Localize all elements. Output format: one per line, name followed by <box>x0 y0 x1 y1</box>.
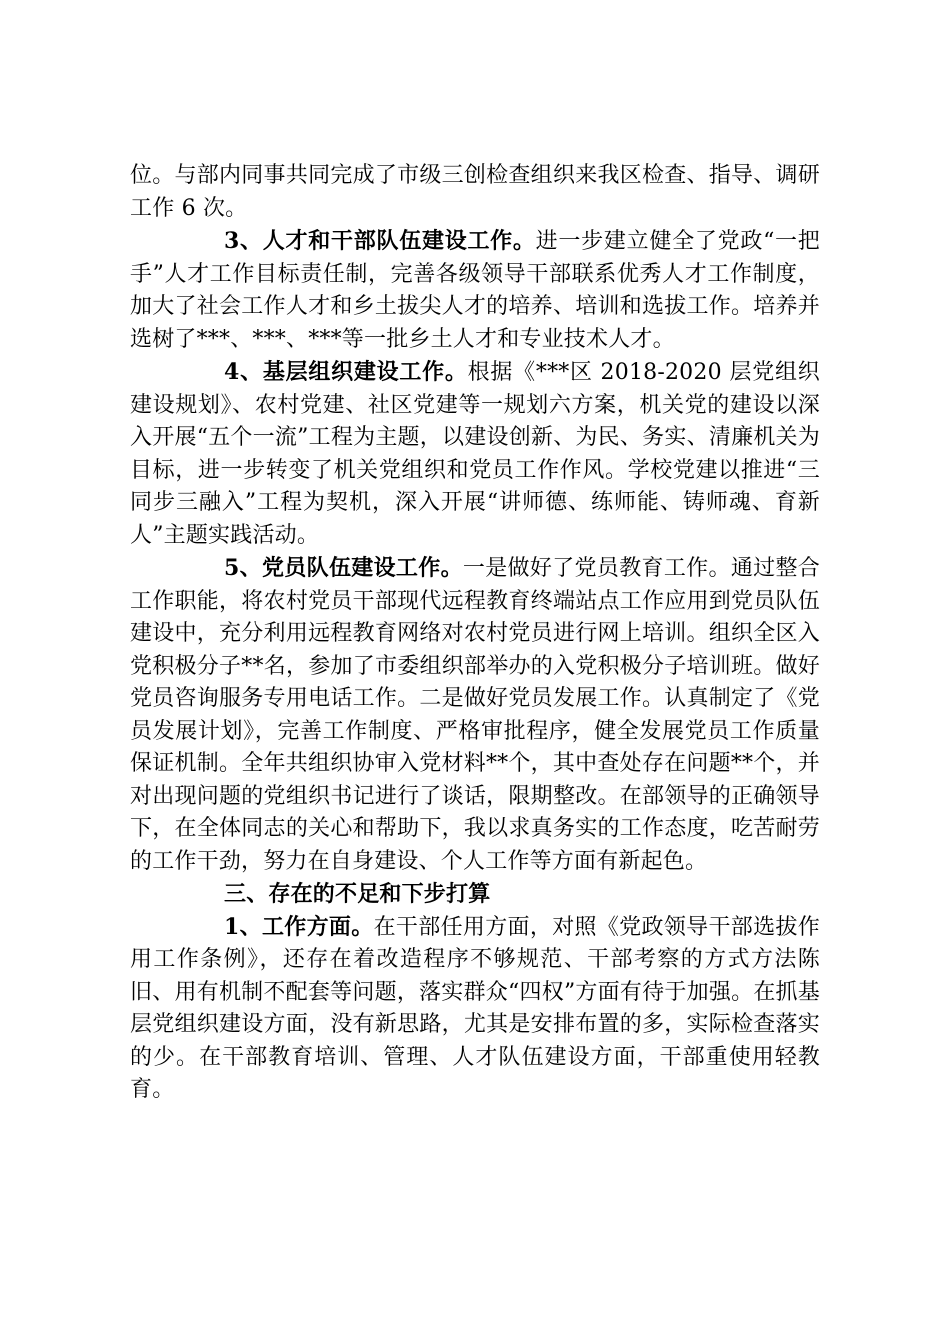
paragraph-text: 位。与部内同事共同完成了市级三创检查组织来我区检查、指导、调研工作 6 次。 <box>130 163 820 221</box>
paragraph-lead: 1、工作方面。 <box>224 913 374 940</box>
paragraph-text: 在干部任用方面，对照《党政领导干部选拔作用工作条例》，还存在着改造程序不够规范、干部考察的方式方法陈旧、用有机制不配套等问题，落实群众“四权”方面有待于加强。在抓基层党组织建设方面，没有新思路，尤其是安排布置的多，实际检查落实的少。在干部教育培训、管理、人才队伍建设方面，干部重使用轻教育。 <box>130 914 820 1102</box>
document-page <box>130 160 820 1107</box>
paragraph-text: 根据《***区 2018-2020 层党组织建设规划》、农村党建、社区党建等一规划六方案，机关党的建设以深入开展“五个一流”工程为主题，以建设创新、为民、务实、清廉机关为目标，进一步转变了机关党组织和党员工作作风。学校党建以推进“三同步三融入”工程为契机，深入开展“讲师德、练师能、铸师魂、育新人”主题实践活动。 <box>130 360 820 548</box>
paragraph-work-aspects <box>130 911 820 1107</box>
section-heading: 三、存在的不足和下步打算 <box>224 881 491 907</box>
paragraph-lead: 4、基层组织建设工作。 <box>224 359 468 385</box>
paragraph-talent-team <box>130 225 820 356</box>
paragraph-text: 一是做好了党员教育工作。通过整合工作职能，将农村党员干部现代远程教育终端站点工作应用到党员队伍建设中，充分利用远程教育网络对农村党员进行网上培训。组织全区入党积极分子**名，参加了市委组织部举办的入党积极分子培训班。做好党员咨询服务专用电话工作。二是做好党员发展工作。认真制定了《党员发展计划》，完善工作制度、严格审批程序，健全发展党员工作质量保证机制。全年共组织协审入党材料**个，其中查处存在问题**个，并对出现问题的党组织书记进行了谈话，限期整改。在部领导的正确领导下，在全体同志的关心和帮助下，我以求真务实的工作态度，吃苦耐劳的工作干劲，努力在自身建设、个人工作等方面有新起色。 <box>130 556 821 874</box>
paragraph-lead: 3、人才和干部队伍建设工作。 <box>224 228 536 254</box>
paragraph-grassroots-organization <box>130 356 820 552</box>
paragraph-party-member-team <box>130 552 820 878</box>
paragraph-text: 进一步建立健全了党政“一把手”人才工作目标责任制，完善各级领导干部联系优秀人才工作制度，加大了社会工作人才和乡土拔尖人才的培养、培训和选拔工作。培养并选树了***、***、***等一批乡土人才和专业技术人才。 <box>130 229 820 352</box>
paragraph-lead: 5、党员队伍建设工作。 <box>224 555 463 581</box>
paragraph-continuation <box>130 160 820 225</box>
